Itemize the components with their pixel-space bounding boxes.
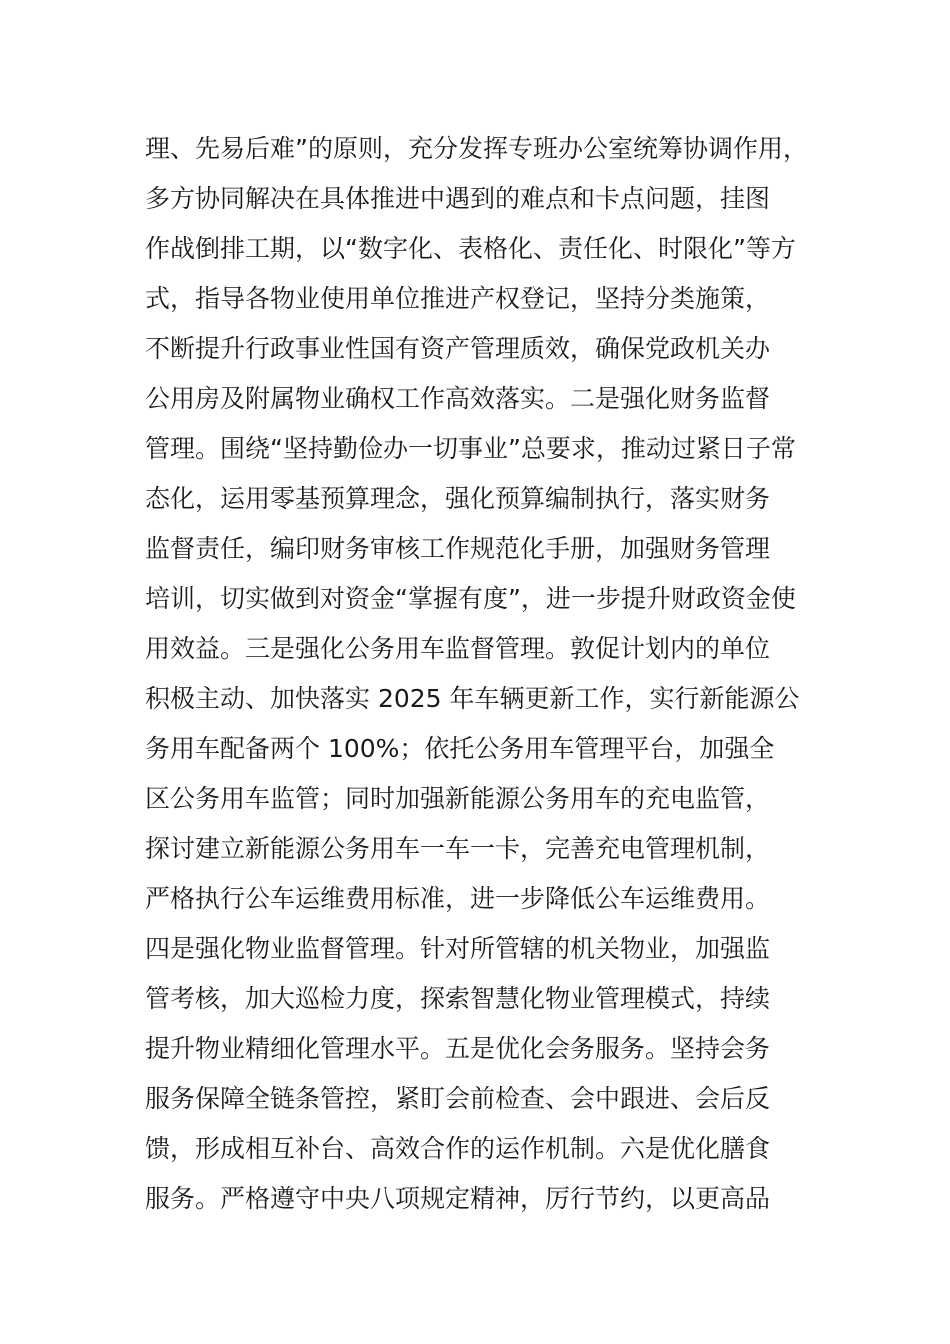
text-line-1: 理、先易后难”的原则，充分发挥专班办公室统筹协调作用， bbox=[145, 134, 808, 163]
body-text bbox=[145, 124, 815, 1224]
text-line-2: 多方协同解决在具体推进中遇到的难点和卡点问题，挂图 bbox=[145, 184, 771, 213]
text-line-6: 公用房及附属物业确权工作高效落实。二是强化财务监督 bbox=[145, 384, 771, 413]
text-line-20: 服务保障全链条管控，紧盯会前检查、会中跟进、会后反 bbox=[145, 1084, 771, 1113]
text-line-3: 作战倒排工期，以“数字化、表格化、责任化、时限化”等方 bbox=[145, 234, 796, 263]
text-line-8: 态化，运用零基预算理念，强化预算编制执行，落实财务 bbox=[145, 484, 771, 513]
text-line-12: 积极主动、加快落实 2025 年车辆更新工作，实行新能源公 bbox=[145, 684, 800, 713]
text-line-21: 馈，形成相互补台、高效合作的运作机制。六是优化膳食 bbox=[145, 1134, 771, 1163]
text-line-4: 式，指导各物业使用单位推进产权登记，坚持分类施策， bbox=[145, 284, 771, 313]
text-line-15: 探讨建立新能源公务用车一车一卡，完善充电管理机制， bbox=[145, 834, 771, 863]
text-line-22: 服务。严格遵守中央八项规定精神，厉行节约，以更高品 bbox=[145, 1184, 771, 1213]
text-line-5: 不断提升行政事业性国有资产管理质效，确保党政机关办 bbox=[145, 334, 771, 363]
text-line-7: 管理。围绕“坚持勤俭办一切事业”总要求，推动过紧日子常 bbox=[145, 434, 796, 463]
text-line-10: 培训，切实做到对资金“掌握有度”，进一步提升财政资金使 bbox=[145, 584, 796, 613]
text-line-19: 提升物业精细化管理水平。五是优化会务服务。坚持会务 bbox=[145, 1034, 771, 1063]
text-line-17: 四是强化物业监督管理。针对所管辖的机关物业，加强监 bbox=[145, 934, 771, 963]
text-line-16: 严格执行公车运维费用标准，进一步降低公车运维费用。 bbox=[145, 884, 771, 913]
text-line-18: 管考核，加大巡检力度，探索智慧化物业管理模式，持续 bbox=[145, 984, 771, 1013]
text-line-11: 用效益。三是强化公务用车监督管理。敦促计划内的单位 bbox=[145, 634, 771, 663]
text-line-9: 监督责任，编印财务审核工作规范化手册，加强财务管理 bbox=[145, 534, 771, 563]
text-line-13: 务用车配备两个 100%；依托公务用车管理平台，加强全 bbox=[145, 734, 775, 763]
text-line-14: 区公务用车监管；同时加强新能源公务用车的充电监管， bbox=[145, 784, 771, 813]
